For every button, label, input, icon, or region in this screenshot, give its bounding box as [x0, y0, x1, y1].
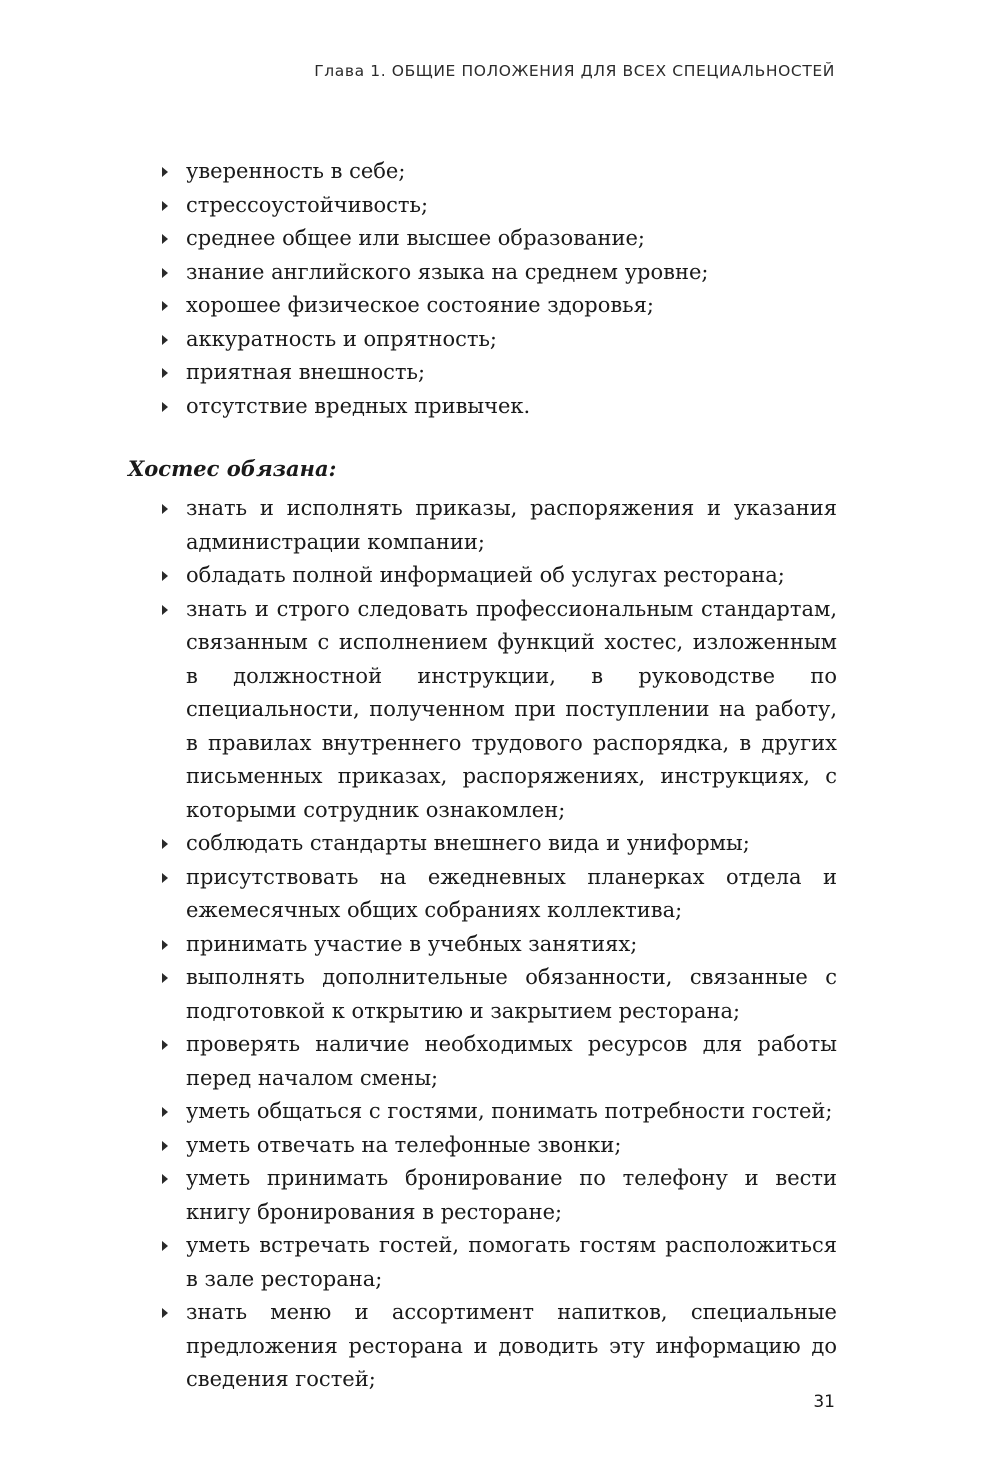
list-item — [157, 1162, 837, 1229]
list-item — [157, 1095, 837, 1129]
running-header: Глава 1. ОБЩИЕ ПОЛОЖЕНИЯ ДЛЯ ВСЕХ СПЕЦИАЛЬНОСТЕЙ — [314, 62, 835, 80]
list-item — [157, 593, 837, 828]
bullet-icon — [162, 873, 168, 883]
list-item — [157, 827, 837, 861]
list-item — [157, 861, 837, 928]
list-item — [157, 390, 837, 424]
bullet-icon — [162, 1141, 168, 1151]
bullet-icon — [162, 402, 168, 412]
bullet-icon — [162, 605, 168, 615]
list-item-text: принимать участие в учебных занятиях; — [186, 931, 638, 956]
list-item-text: уметь общаться с гостями, понимать потребности гостей; — [186, 1099, 833, 1123]
list-item-text: знать и исполнять приказы, распоряжения и указания администрации компании; — [186, 496, 837, 554]
list-item — [157, 155, 837, 189]
list-item — [157, 289, 837, 323]
list-item — [157, 189, 837, 223]
list-item — [157, 559, 837, 593]
bullet-icon — [162, 368, 168, 378]
list-item-text: знать меню и ассортимент напитков, специальные предложения ресторана и доводить эту информацию до сведения гостей; — [186, 1300, 837, 1391]
bullet-icon — [162, 268, 168, 278]
bullet-icon — [162, 973, 168, 983]
list-item — [157, 1229, 837, 1296]
list-item-text: соблюдать стандарты внешнего вида и униформы; — [186, 831, 750, 855]
list-item-text: выполнять дополнительные обязанности, связанные с подготовкой к открытию и закрытием ресторана; — [186, 965, 837, 1023]
page-number: 31 — [813, 1392, 835, 1412]
bullet-icon — [162, 1174, 168, 1184]
list-item-text: присутствовать на ежедневных планерках отдела и ежемесячных общих собраниях коллектива; — [186, 864, 837, 922]
list-item-text: уметь отвечать на телефонные звонки; — [186, 1132, 622, 1157]
list-item — [157, 1129, 837, 1163]
bullet-icon — [162, 571, 168, 581]
list-item-text: проверять наличие необходимых ресурсов для работы перед началом смены; — [186, 1032, 837, 1090]
bullet-icon — [162, 1308, 168, 1318]
list-item-text: приятная внешность; — [186, 360, 426, 384]
duties-heading: Хостес обязана: — [128, 456, 337, 481]
bullet-icon — [162, 234, 168, 244]
list-item-text: аккуратность и опрятность; — [186, 326, 497, 351]
bullet-icon — [162, 167, 168, 177]
bullet-icon — [162, 335, 168, 345]
bullet-icon — [162, 1107, 168, 1117]
list-item-text: стрессоустойчивость; — [186, 192, 429, 217]
list-item — [157, 256, 837, 290]
list-item — [157, 1296, 837, 1397]
list-item-text: хорошее физическое состояние здоровья; — [186, 293, 654, 317]
list-item — [157, 961, 837, 1028]
bullet-icon — [162, 1241, 168, 1251]
list-item — [157, 1028, 837, 1095]
bullet-icon — [162, 201, 168, 211]
list-item — [157, 492, 837, 559]
list-item-text: отсутствие вредных привычек. — [186, 393, 531, 418]
bullet-icon — [162, 839, 168, 849]
requirements-list — [157, 155, 837, 423]
list-item — [157, 356, 837, 390]
list-item-text: обладать полной информацией об услугах ресторана; — [186, 563, 785, 587]
list-item-text: уметь принимать бронирование по телефону и вести книгу бронирования в ресторане; — [186, 1166, 837, 1224]
bullet-icon — [162, 504, 168, 514]
list-item-text: знать и строго следовать профессиональным стандартам, связанным с исполнением функций хостес, изложенным в должностной инструкции, в руководстве по специальности, полученном при поступлении на работу, в правилах внутреннего трудового распорядка, в других письменных приказах, распоряжениях, инструкциях, с которыми сотрудник ознакомлен; — [186, 596, 837, 822]
list-item — [157, 323, 837, 357]
list-item-text: среднее общее или высшее образование; — [186, 226, 645, 250]
list-item — [157, 222, 837, 256]
list-item-text: уверенность в себе; — [186, 159, 406, 183]
list-item-text: знание английского языка на среднем уровне; — [186, 259, 709, 284]
bullet-icon — [162, 940, 168, 950]
duties-list — [157, 492, 837, 1397]
list-item-text: уметь встречать гостей, помогать гостям расположиться в зале ресторана; — [186, 1233, 837, 1291]
bullet-icon — [162, 1040, 168, 1050]
list-item — [157, 928, 837, 962]
bullet-icon — [162, 301, 168, 311]
